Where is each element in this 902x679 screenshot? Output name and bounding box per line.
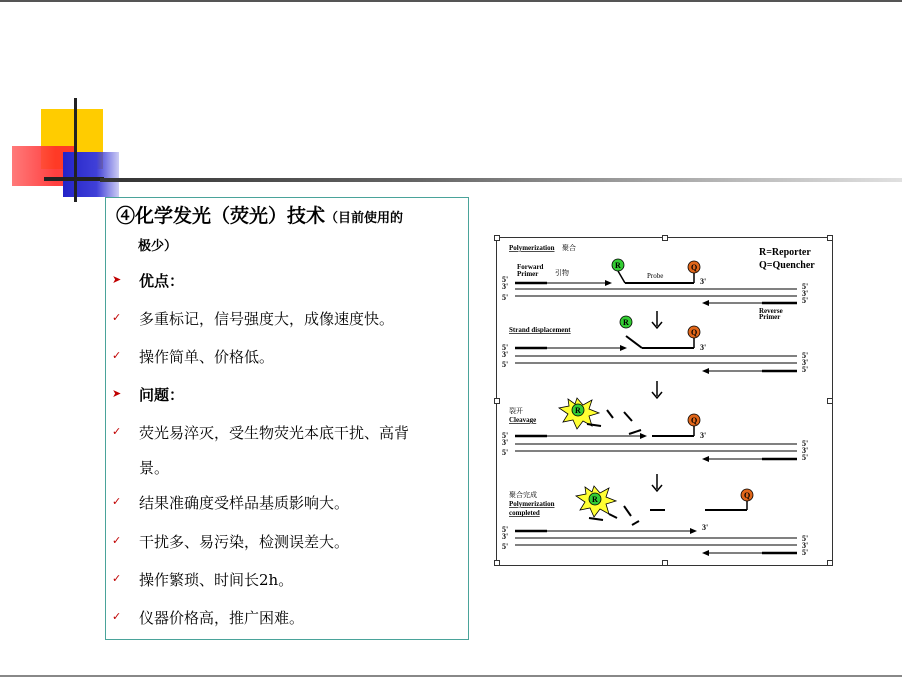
svg-text:3': 3' <box>802 358 809 367</box>
heading-main: ④化学发光（荧光）技术 <box>116 205 326 227</box>
resize-handle[interactable] <box>494 560 500 566</box>
content-box <box>105 197 469 640</box>
svg-text:3': 3' <box>502 350 509 359</box>
diagram-svg <box>497 238 832 565</box>
check-bullet-icon: ✓ <box>112 349 122 362</box>
svg-text:5': 5' <box>502 293 509 302</box>
arrow-bullet-icon: ➤ <box>112 387 122 400</box>
svg-text:3': 3' <box>502 532 509 541</box>
check-bullet-icon: ✓ <box>112 572 122 585</box>
section-heading <box>116 204 461 231</box>
step3-label-cn: 裂开 <box>509 407 523 415</box>
svg-text:5': 5' <box>802 548 809 557</box>
step4-label: Polymerization <box>509 500 555 508</box>
svg-text:R: R <box>575 406 581 415</box>
svg-text:5': 5' <box>802 296 809 305</box>
bullet-text: 结果准确度受样品基质影响大。 <box>139 494 350 512</box>
svg-text:5': 5' <box>802 365 809 374</box>
svg-text:5': 5' <box>502 448 509 457</box>
probe-label: Probe <box>647 272 664 280</box>
resize-handle[interactable] <box>494 398 500 404</box>
svg-text:5': 5' <box>802 534 809 543</box>
svg-text:5': 5' <box>802 453 809 462</box>
svg-text:3': 3' <box>802 289 809 298</box>
bullet-text: 操作简单、价格低。 <box>139 348 275 366</box>
reverse-primer-label-2: Primer <box>759 313 781 321</box>
svg-text:3': 3' <box>502 438 509 447</box>
svg-text:3': 3' <box>700 343 707 352</box>
resize-handle[interactable] <box>827 235 833 241</box>
svg-text:3': 3' <box>700 277 707 286</box>
bullet-text: 仪器价格高，推广困难。 <box>139 609 305 627</box>
bullet-text: 问题： <box>139 386 185 404</box>
svg-text:Q: Q <box>691 416 698 425</box>
svg-text:5': 5' <box>802 282 809 291</box>
bullet-text: 多重标记，信号强度大，成像速度快。 <box>139 310 395 328</box>
heading-note-continued: 极少） <box>138 239 178 254</box>
bullet-text: 优点： <box>139 272 185 290</box>
arrow-bullet-icon: ➤ <box>112 273 122 286</box>
bullet-text: 干扰多、易污染，检测误差大。 <box>139 533 350 551</box>
bottom-border <box>0 675 902 677</box>
svg-text:R: R <box>592 495 598 504</box>
logo-blue-square <box>63 152 119 197</box>
step1-label: Polymerization <box>509 244 555 252</box>
bullet-text: 荧光易淬灭，受生物荧光本底干扰、高背 <box>139 424 410 442</box>
svg-text:3': 3' <box>802 541 809 550</box>
reporter-letter: R <box>615 261 621 270</box>
taqman-diagram <box>496 237 833 566</box>
step4-label-2: completed <box>509 509 540 517</box>
svg-text:5': 5' <box>502 275 509 284</box>
check-bullet-icon: ✓ <box>112 311 122 324</box>
svg-text:5': 5' <box>502 360 509 369</box>
forward-primer-label: Forward <box>517 263 544 271</box>
svg-text:3': 3' <box>700 431 707 440</box>
step2-label: Strand displacement <box>509 326 571 334</box>
legend-quencher: Q=Quencher <box>759 260 815 271</box>
bullet-text: 景。 <box>139 459 170 477</box>
svg-text:3': 3' <box>502 282 509 291</box>
svg-text:3': 3' <box>802 446 809 455</box>
resize-handle[interactable] <box>494 235 500 241</box>
check-bullet-icon: ✓ <box>112 495 122 508</box>
check-bullet-icon: ✓ <box>112 534 122 547</box>
svg-text:5': 5' <box>502 343 509 352</box>
svg-text:Q: Q <box>744 491 751 500</box>
title-rule <box>100 178 902 182</box>
check-bullet-icon: ✓ <box>112 425 122 438</box>
svg-text:5': 5' <box>502 542 509 551</box>
svg-text:3': 3' <box>702 523 709 532</box>
resize-handle[interactable] <box>827 560 833 566</box>
legend-reporter: R=Reporter <box>759 247 811 258</box>
svg-text:5': 5' <box>502 431 509 440</box>
svg-text:5': 5' <box>802 351 809 360</box>
heading-note: （目前使用的 <box>325 211 404 226</box>
top-border <box>0 0 902 2</box>
step1-label-cn: 聚合 <box>562 244 576 252</box>
step3-label: Cleavage <box>509 416 537 424</box>
logo-horizontal-line <box>44 177 104 181</box>
svg-text:5': 5' <box>802 439 809 448</box>
forward-primer-label-2: Primer <box>517 270 539 278</box>
check-bullet-icon: ✓ <box>112 610 122 623</box>
logo-vertical-line <box>74 98 77 202</box>
primer-label-cn: 引物 <box>555 269 569 277</box>
step4-label-cn: 聚合完成 <box>509 491 537 499</box>
reverse-primer-label: Reverse <box>759 307 783 315</box>
resize-handle[interactable] <box>662 235 668 241</box>
bullet-text: 操作繁琐、时间长2h。 <box>139 571 294 589</box>
svg-text:5': 5' <box>502 525 509 534</box>
resize-handle[interactable] <box>827 398 833 404</box>
quencher-letter: Q <box>691 263 698 272</box>
svg-text:Q: Q <box>691 328 698 337</box>
resize-handle[interactable] <box>662 560 668 566</box>
svg-text:R: R <box>623 318 629 327</box>
